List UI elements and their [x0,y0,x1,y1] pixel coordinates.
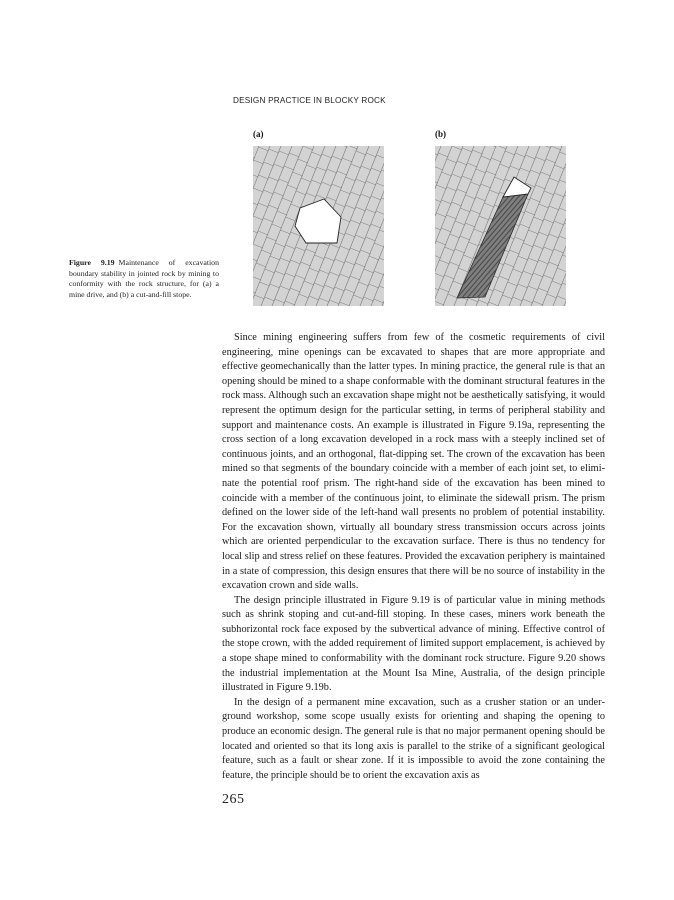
figure-panel-a-mine-drive [253,146,384,306]
paragraph-1: Since mining engineering suffers from few of the cosmetic requirements of civil engineering, mine openings can be excavated to shapes that are more appropriate and effective geomechanically than the latter types. In mining practice, the general rule is that an opening should be mined to a shape conformable with the dominant structural features in the rock mass. Although such an excavation shape might not be aesthetically satisfying, it would represent the optimum design for the particular setting, in terms of peripheral stability and support and maintenance costs. An example is illustrated in Figure 9.19a, representing the cross section of a long excavation developed in a rock mass with a steeply inclined set of continuous joints, and an orthogonal, flat-dipping set. The crown of the excavation has been mined so that segments of the boundary coincide with a member of each joint set, to eliminate the potential roof prism. The right-hand side of the excavation has been mined to coincide with a member of the continuous joint, to eliminate the sidewall prism. The prism defined on the lower side of the left-hand wall presents no problem of potential instability. For the excavation shown, virtually all boundary stress transmission occurs across joints which are oriented perpendicular to the excavation surface. There is thus no tendency for local slip and stress relief on these features. Provided the excavation periphery is maintained in a state of compression, this design ensures that there will be no source of instability in the excavation crown and side walls. [222,332,605,592]
running-head: DESIGN PRACTICE IN BLOCKY ROCK [233,96,386,105]
figure-caption [69,258,219,300]
paragraph-3: In the design of a permanent mine excavation, such as a crusher station or an underground workshop, some scope usually exists for orienting and shaping the opening to produce an economic design. The general rule is that no major permanent opening should be located and oriented so that its long axis is parallel to the strike of a significant geological feature, such as a fault or shear zone. If it is impossible to avoid the zone containing the feature, the principle should be to orient the excavation axis as [222,696,605,781]
figure-number: Figure 9.19 [69,258,115,267]
panel-b-label: (b) [435,129,446,139]
paragraph-2: The design principle illustrated in Figure 9.19 is of particular value in mining methods such as shrink stoping and cut-and-fill stoping. In these cases, miners work beneath the subhorizontal rock face exposed by the subvertical advance of mining. Effective control of the stope crown, with the added requirement of limited support emplacement, is achieved by a stope shape mined to conformability with the dominant rock structure. Figure 9.20 shows the industrial implementation at the Mount Isa Mine, Australia, of the design principle illustrated in Figure 9.19b. [222,594,605,694]
page-number: 265 [222,792,245,807]
body-text [222,331,605,783]
panel-a-label: (a) [253,129,264,139]
figure-panel-b-cut-and-fill-stope [435,146,566,306]
figure-caption-text: Maintenance of excavation boundary stability in jointed rock by mining to conformity with the rock structure, for (a) a mine drive, and (b) a cut-and-fill stope. [69,258,219,299]
